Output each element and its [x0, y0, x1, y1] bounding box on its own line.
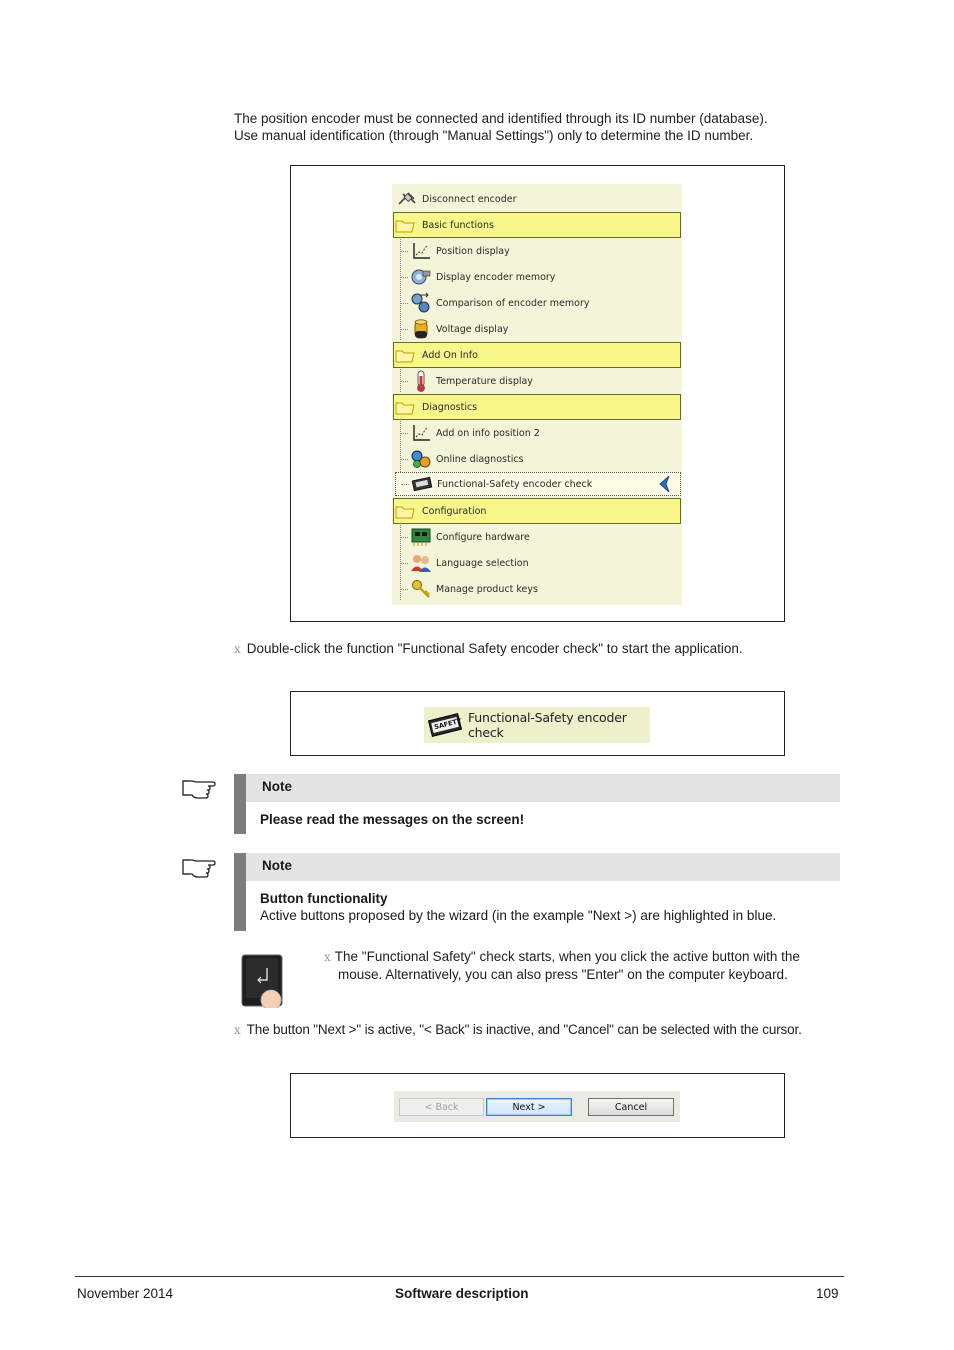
wizard-button-bar: [394, 1091, 680, 1122]
safety-chip-icon: [411, 474, 433, 494]
footer-section: Software description: [395, 1286, 529, 1301]
step-1: x Double-click the function "Functional Safety encoder check" to start the application.: [234, 641, 743, 656]
cancel-button[interactable]: Cancel: [588, 1098, 674, 1116]
footer-rule: [75, 1276, 844, 1277]
note-accent-bar: [234, 853, 246, 931]
menu-item-disconnect-encoder[interactable]: Disconnect encoder: [392, 186, 682, 212]
footer-date: November 2014: [77, 1286, 174, 1301]
menu-folder-basic-functions[interactable]: Basic functions: [393, 212, 681, 238]
note-accent-bar: [234, 774, 246, 834]
back-button[interactable]: < Back: [399, 1098, 484, 1116]
menu-item-temperature-display[interactable]: Temperature display: [392, 368, 682, 394]
pointing-hand-icon: [180, 855, 216, 879]
users-icon: [410, 553, 432, 573]
bullet-marker: x: [234, 642, 241, 656]
folder-icon: [394, 215, 416, 235]
note-box-2: [234, 853, 840, 931]
menu-folder-configuration[interactable]: Configuration: [393, 498, 681, 524]
safety-badge-icon: [428, 712, 462, 738]
menu-item-online-diagnostics[interactable]: Online diagnostics: [392, 446, 682, 472]
function-tree: [392, 184, 682, 605]
selection-arrow-icon: [654, 474, 676, 494]
enter-key-icon: [241, 954, 285, 1008]
note-header: [246, 853, 840, 881]
note-title: Note: [262, 858, 292, 873]
thermometer-icon: [410, 371, 432, 391]
menu-item-voltage-display[interactable]: Voltage display: [392, 316, 682, 342]
chart-icon: [410, 423, 432, 443]
menu-item-display-encoder-memory[interactable]: Display encoder memory: [392, 264, 682, 290]
menu-item-functional-safety-encoder-check[interactable]: Functional-Safety encoder check: [395, 472, 681, 496]
disconnect-icon: [396, 189, 418, 209]
menu-folder-diagnostics[interactable]: Diagnostics: [393, 394, 681, 420]
step-3: x The button "Next >" is active, "< Back" is inactive, and "Cancel" can be selected with the cursor.: [234, 1022, 802, 1037]
intro-line-2: Use manual identification (through "Manual Settings") only to determine the ID number.: [234, 128, 754, 143]
menu-item-configure-hardware[interactable]: Configure hardware: [392, 524, 682, 550]
keys-icon: [410, 579, 432, 599]
safety-badge-text: SAFETY: [433, 716, 463, 732]
folder-icon: [394, 501, 416, 521]
next-button[interactable]: Next >: [486, 1098, 572, 1116]
menu-item-add-on-info-position-2[interactable]: Add on info position 2: [392, 420, 682, 446]
footer-page-number: 109: [816, 1286, 839, 1301]
note-box-1: [234, 774, 840, 834]
menu-item-position-display[interactable]: Position display: [392, 238, 682, 264]
bullet-marker: x: [324, 950, 331, 964]
hardware-card-icon: [410, 527, 432, 547]
banner-label: Functional-Safety encoder check: [468, 710, 627, 740]
folder-icon: [394, 345, 416, 365]
chart-icon: [410, 241, 432, 261]
menu-item-manage-product-keys[interactable]: Manage product keys: [392, 576, 682, 602]
note-text: Please read the messages on the screen!: [260, 812, 525, 827]
note-header: [246, 774, 840, 802]
menu-folder-add-on-info[interactable]: Add On Info: [393, 342, 681, 368]
step-2: x The "Functional Safety" check starts, when you click the active button with the mouse. Alternatively, you can also press "Enter" on the computer keyboard.: [324, 949, 800, 982]
intro-line-1: The position encoder must be connected and identified through its ID number (database).: [234, 111, 768, 126]
diagnostics-icon: [410, 449, 432, 469]
pointing-hand-icon: [180, 776, 216, 800]
note-subtitle: Button functionality: [260, 891, 388, 906]
menu-item-comparison-encoder-memory[interactable]: Comparison of encoder memory: [392, 290, 682, 316]
menu-item-language-selection[interactable]: Language selection: [392, 550, 682, 576]
bullet-marker: x: [234, 1023, 241, 1037]
note-text: Active buttons proposed by the wizard (in the example "Next >) are highlighted in blue.: [260, 908, 777, 923]
folder-icon: [394, 397, 416, 417]
battery-icon: [410, 319, 432, 339]
memory-icon: [410, 267, 432, 287]
compare-icon: [410, 293, 432, 313]
functional-safety-banner[interactable]: [424, 707, 650, 743]
note-title: Note: [262, 779, 292, 794]
